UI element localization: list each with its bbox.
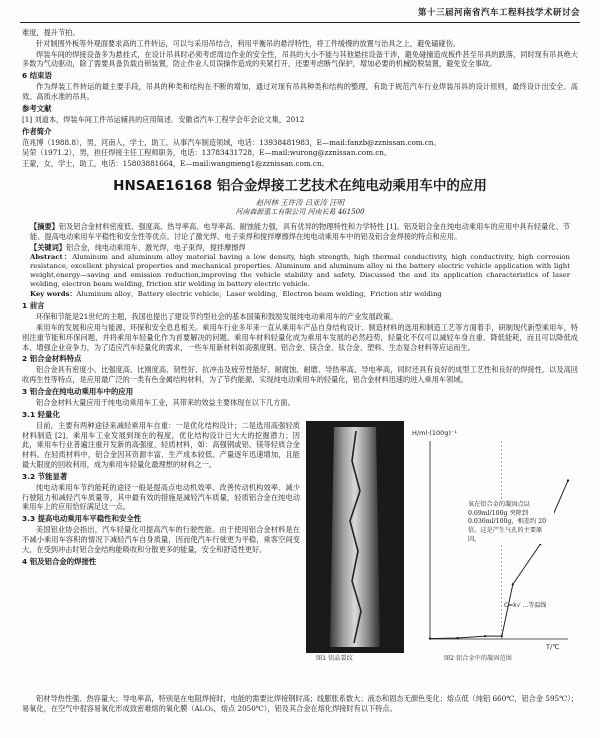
article-authors: 赵河林 王许涛 吕亚涛 汪明 [255,198,345,208]
data-point [501,635,503,637]
figures [306,421,578,671]
prev-paragraph: 作为焊装工件转运的最主要手段，吊具的种类和结构在不断的增加，通过对现有吊具种类和结构的整理，有助于规范汽车行业焊装吊具的设计原则，最终设计出安全、高效、高质水准的吊具。 [22,82,578,101]
body-paragraph: 铝材导热性强、热容量大；导电率高，特别是在电阻焊接时，电能的需要比焊接钢时高；线膨胀系数大；液态和固态无颜色变化；熔点低（纯铝 660℃，铝合金 595℃）；易氧化，在空气中很容易氧化形成致密难熔的氧化膜（Al₂O₃，熔点 2050℃），铝及其合金在熔化焊接时有以下特点。 [22,694,578,713]
page-body [22,28,578,671]
keywords-text: 铝合金，纯电动乘用车，激光焊，电子束焊，搅拌摩擦焊 [65,242,246,252]
body-paragraph: 乘用车的发展和应用与能源、环保和安全息息相关。乘用车行业多年来一直从乘用车产品自身结构设计、制造材料的选用和制造工艺等方面着手，研制现代新型乘用车，特别注重节能和环保问题，并将乘用车轻量化作为首要解决的问题。乘用车材料轻量化成为乘用车发展的必然趋势，轻量化不仅可以减轻车身自重、降低能耗，而且可以降低成本、增强企业竞争力，为了适应汽车轻量化的需求，一些车用新材料如高强度钢、铝合金、镁合金、钛合金、塑料、生态复合材料等应运而生。 [22,322,578,352]
section-heading: 3.2 节能显著 [22,471,68,481]
body-paragraph: 环保和节能是21世纪的主题，我国也提出了建设节约型社会的基本国策和鼓励发展纯电动乘用车的产业发展政策。 [36,312,398,322]
x-axis-label: T/℃ [546,642,560,651]
author-bio: 范兆博（1988.8），男，河南人，学士，助工，从事汽车制造领域，电话：13938481983，E—mail:fanzb@zznissan.com.cn。 [22,137,441,147]
journal-header [20,8,580,23]
data-point [456,637,458,639]
curve-label: C=k√ …等温线 [504,601,547,609]
section-heading: 3.1 轻量化 [22,409,60,419]
article-title: HNSAE16168 铝合金焊接工艺技术在纯电动乘用车中的应用 [113,178,487,194]
data-point [429,637,431,639]
y-axis-label: H/ml·(100g)⁻¹ [412,428,457,437]
references-heading: 参考文献 [22,103,52,113]
article-affiliation: 河南森源重工有限公司 河南长葛 461500 [235,208,365,217]
chart-note [468,501,554,544]
abstract-block [30,222,570,299]
author-bio: 王蒙，女，学士，助工，电话：15803881664，E—mail:wangmeng1@zznissan.com.cn。 [22,159,329,169]
en-keywords-text: Aluminum alloy，Battery electric vehicle，Laser welding，Electron beam welding，Friction stir welding [76,290,442,299]
author-bio-heading: 作者简介 [22,126,52,136]
keywords-label: 【关键词】 [30,242,66,252]
data-point [567,479,569,481]
en-keywords-label: Key words： [30,290,77,299]
section-heading: 6 结束语 [22,71,52,81]
section-heading: 1 前言 [22,301,45,311]
section-heading: 2 铝合金材料特点 [22,354,82,364]
author-bio: 吴荣（1971.2），男，担任焊接主任工程师职务，电话：13783431728，E—mail:wurong@zznissan.com.cn。 [22,148,392,158]
figure-caption: 图1 铝晶裂纹 [316,654,353,662]
figure-caption: 图2 铝合金中的凝固范围 [444,654,512,662]
abstract-text: 铝及铝合金材料密度低、强度高、热导率高、电导率高、耐蚀能力强，具有优异的物理特性和力学特性 [1]。铝及铝合金在纯电动乘用车的应用中具有轻量化、节能、提高电动乘用车平稳性和安全性等优点。讨论了激光焊、电子束焊和搅拌摩擦焊在纯电动乘用车中的铝及铝合金焊接的特点和应用。 [30,221,570,241]
prev-paragraph: 难度，提升节拍。 [22,28,80,37]
abstract-label: 【摘要】 [30,221,59,231]
data-point [484,635,486,637]
body-paragraph: 目前，主要有两种途径来减轻乘用车自重：一是优化结构设计；二是选用高强轻质材料制造 [2]。乘用车工业发展到现在的程度，优化结构设计已大大的挖掘潜力；因此，乘用车行业普遍注重开发新的高强度、轻质材料，如：高强钢或铝、镁等轻质合金材料。在轻质材料中，铝合金因其资源丰富、生产成本较低、产量逐年迅速增加，且能最大限度的回收利用，成为乘用车轻量化最理想的材料之一。 [22,420,300,469]
data-point [512,583,514,585]
body-paragraph: 纯电动乘用车节约能耗的途径一般是提高点电动机效率、改善传动机构效率、减少行驶阻力和减轻汽车质量等，其中最有效的措施是减轻汽车质量，轻质铝合金在纯电动乘用车上的应用恰好满足这一点。 [22,482,300,512]
en-abstract-text: Aluminum and aluminum alloy material having a low density, high strength, high thermal conductivity, high conductivity, high corrosion resistance, excellent physical properties and mechanical properties. Aluminum and aluminum alloy ni the battery electric vehicle application with light weight,energy—saving and emission reduction,improving the vehicle stability and safety. Discussed the and its application characteristics of laser welding, electron beam welding, friction stir welding in battery electric vehicle. [30,253,570,289]
two-column-region [22,421,578,671]
prev-paragraph: 针对制围外板等外观面要求高的工件转运，可以与采用吊结合，利用平衡吊的悬浮特性，将工件缓慢的放置与治具之上，避免磕碰伤。 [36,38,461,48]
body-paragraph: 美国铝业协会指出，汽车轻量化可提高汽车的行驶性能。由于使用铝合金材料是在不减小乘用车容积的情况下减轻汽车自身质量，因而使汽车行驶更为平稳，乘客空间变大，在受到冲击时铝合金结构能吸收和分散更多的能量，安全和舒适性更好。 [22,525,300,554]
prev-paragraph: 焊装车间的焊接设备多为悬挂式，在设计吊具时必须考虑周边作业的安全性，吊具的大小不能与其他悬挂设备干涉，避免碰撞造成板件甚至吊具的跌落，同时现有吊具绝大多数为气动驱动，除了需要具备负载自锁装置，防止作业人员误操作造成的夹紧打开，还要考虑断气保护，增加必要的机械防脱装置，避免安全事故。 [22,49,578,69]
body-paragraph: 铝合金具有密度小、比强度高、比刚度高、韧性好、抗冲击及疲劳性能好、耐腐蚀、耐磨、导热率高、导电率高，同时还具有良好的成型工艺性和良好的焊接性，以及高回收再生性等特点，是应用最广泛的一类有色金属结构材料，为了节约能源、实现纯电动乘用车的轻量化，铝合金材料迅速的进入乘用车领域。 [22,365,578,385]
left-column [22,421,300,568]
section-heading: 4 铝及铝合金的焊接性 [22,556,97,566]
section-heading: 3 铝合金在纯电动乘用车中的应用 [22,386,134,396]
bottom-text [22,694,578,715]
journal-title: 第十三届河南省汽车工程科技学术研讨会 [417,8,580,18]
chart-note-text: 氧在铝合金的凝固点以 0.69ml/100g 突降到 0.036ml/100g，相差约 20 倍，这是产生气孔的主要原因。 [468,500,547,543]
section-heading: 3.3 提高电动乘用车平稳性和安全性 [22,514,142,524]
en-abstract-label: Abstract： [30,253,73,262]
reference-item: [1] 刘道本，焊装车间工件吊运辅具的应用简述．安徽省汽车工程学会年会论文集，2012 [22,114,305,124]
crack-photo [306,421,404,653]
body-paragraph: 铝合金材料大量应用于纯电动乘用车工业，其带来的效益主要体现在以下几方面。 [36,398,295,407]
